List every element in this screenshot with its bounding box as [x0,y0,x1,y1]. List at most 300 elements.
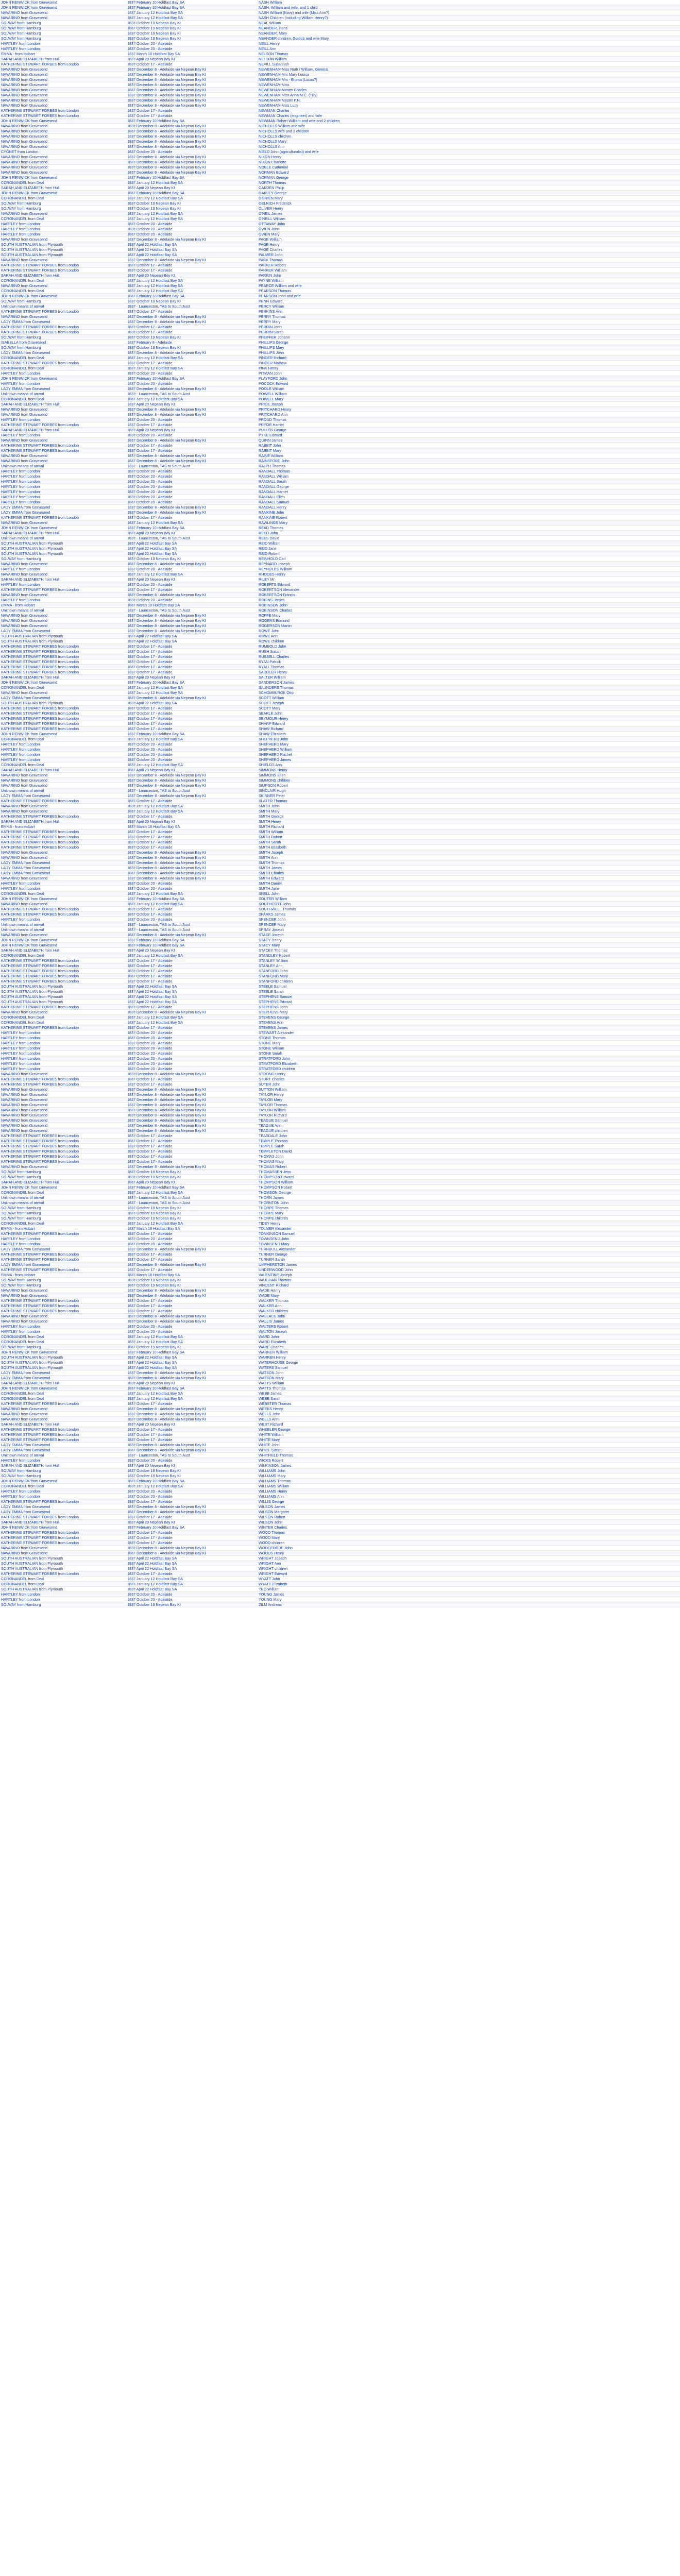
passenger-name-cell: NEILL Ann [258,46,680,52]
ship-cell: CORONANDEL from Deal [0,1577,126,1582]
ship-cell: SARAH AND ELIZABETH from Hull [0,1520,126,1525]
ship-cell: HARTLEY from London [0,1329,126,1334]
ship-cell: KATHERINE STEWART FORBES from London [0,1257,126,1262]
arrival-cell: 1837 October 17 - Adelaide [126,361,258,366]
ship-cell: KATHERINE STEWART FORBES from London [0,1005,126,1010]
ship-cell: NAVARINO from Gravesend [0,1010,126,1015]
table-row [0,1520,680,1525]
arrival-cell: 1837 October 17 - Adelaide [126,907,258,912]
arrival-cell: 1837 October 20 - Adelaide [126,227,258,232]
table-row [0,118,680,124]
passenger-name-cell: STEVENS James [258,1025,680,1030]
ship-cell: HARTLEY from London [0,479,126,484]
ship-cell: HARTLEY from London [0,1324,126,1329]
table-row [0,392,680,397]
table-row [0,1097,680,1103]
passenger-name-cell: WALTERS Robert [258,1324,680,1329]
arrival-cell: 1837 March 18 Holdfast Bay SA [126,824,258,829]
ship-cell: Unknown means of arrival [0,464,126,469]
ship-cell: KATHERINE STEWART FORBES from London [0,659,126,665]
ship-cell: NAVARINO from Gravesend [0,438,126,443]
arrival-cell: 1837 January 12 Holdfast Bay SA [126,1582,258,1587]
table-row [0,1144,680,1149]
table-row [0,510,680,515]
ship-cell: JOHN RENWICK from Gravesend [0,938,126,943]
arrival-cell: 1837 December 8 - Adelaide via Nepean Bay KI [126,1108,258,1113]
arrival-cell: 1837 March 18 Holdfast Bay SA [126,1226,258,1231]
table-row [0,1324,680,1329]
passenger-name-cell: THOMPSON William [258,1180,680,1185]
passenger-name-cell: TEMPLETON David [258,1149,680,1154]
table-row [0,242,680,247]
passenger-name-cell: PITMAN John [258,371,680,376]
ship-cell: KATHERINE STEWART FORBES from London [0,1432,126,1437]
table-row [0,453,680,459]
table-row [0,757,680,762]
passenger-name-cell: SMITH Thomas [258,860,680,866]
passenger-name-cell: PLAYFORD John [258,376,680,381]
arrival-cell: 1837 October 17 - Adelaide [126,958,258,963]
passenger-name-cell: TOMKINSON Samuel [258,1231,680,1236]
arrival-cell: 1837 December 8 - Adelaide via Nepean Bay KI [126,510,258,515]
arrival-cell: 1837 - Launceston, TAS to South Aust [126,304,258,309]
passenger-name-cell: STACE Joseph [258,933,680,938]
passenger-name-cell: SMITH George [258,814,680,819]
ship-cell: LADY EMMA from Gravesend [0,866,126,871]
arrival-cell: 1837 December 8 - Adelaide via Nepean Bay KI [126,1113,258,1118]
table-row [0,541,680,546]
passenger-name-cell: SCOTT Joseph [258,701,680,706]
arrival-cell: 1837 October 19 Nepean Bay KI [126,299,258,304]
passenger-name-cell: VINCENT Richard [258,1283,680,1288]
passenger-name-cell: SCOTT Mary [258,706,680,711]
arrival-cell: 1837 December 8 - Adelaide via Nepean Bay KI [126,160,258,165]
ship-cell: NAVARINO from Gravesend [0,902,126,907]
ship-cell: JOHN RENWICK from Gravesend [0,1525,126,1530]
table-row [0,706,680,711]
arrival-cell: 1837 October 17 - Adelaide [126,443,258,448]
passenger-name-cell: WATERHOUSE George [258,1360,680,1365]
arrival-cell: 1837 December 8 - Adelaide via Nepean Bay KI [126,258,258,263]
table-row [0,1592,680,1597]
passenger-name-cell: STANFORD children [258,979,680,984]
passenger-name-cell: NEWMAN Robert William and wife and 2 children [258,118,680,124]
passenger-name-cell: PRITCHARD Ann [258,412,680,417]
arrival-cell: 1837 October 20 - Adelaide [126,495,258,500]
ship-cell: LADY EMMA from Gravesend [0,1376,126,1381]
arrival-cell: 1837 October 17 - Adelaide [126,726,258,732]
table-row [0,1489,680,1494]
ship-cell: NAVARINO from Gravesend [0,314,126,319]
arrival-cell: 1837 April 20 Nepean Bay KI [126,1422,258,1427]
ship-cell: Unknown means of arrival [0,304,126,309]
passenger-name-cell: REYNOLDS William [258,567,680,572]
ship-cell: CORONANDEL from Deal [0,1334,126,1340]
passenger-name-cell: WARREN Henry [258,1355,680,1360]
ship-cell: KATHERINE STEWART FORBES from London [0,330,126,335]
passenger-name-cell: TEMPLE Sarah [258,1144,680,1149]
arrival-cell: 1837 January 12 Holdfast Bay SA [126,891,258,896]
arrival-cell: 1837 October 20 - Adelaide [126,479,258,484]
arrival-cell: 1837 December 8 - Adelaide via Nepean Bay KI [126,165,258,170]
arrival-cell: 1837 October 19 Nepean Bay KI [126,26,258,31]
ship-cell: KATHERINE STEWART FORBES from London [0,443,126,448]
ship-cell: KATHERINE STEWART FORBES from London [0,654,126,659]
ship-cell: KATHERINE STEWART FORBES from London [0,963,126,969]
ship-cell: SARAH AND ELIZABETH from Hull [0,675,126,680]
arrival-cell: 1837 January 12 Holdfast Bay SA [126,902,258,907]
passenger-name-cell: WEBB James [258,1391,680,1396]
table-row [0,804,680,809]
table-row [0,381,680,386]
ship-cell: NAVARINO from Gravesend [0,144,126,149]
passenger-name-cell: STONE Sarah [258,1051,680,1056]
passenger-name-cell: NELSON Thomas [258,52,680,57]
table-row [0,567,680,572]
arrival-cell: 1837 October 17 - Adelaide [126,1257,258,1262]
arrival-cell: 1837 April 22 Holdfast Bay SA [126,1561,258,1566]
ship-cell: LADY EMMA from Gravesend [0,1262,126,1267]
table-row [0,1118,680,1123]
ship-cell: CORONANDEL from Deal [0,1484,126,1489]
passenger-name-cell: SEARLE John [258,711,680,716]
table-row [0,386,680,392]
table-row [0,283,680,289]
arrival-cell: 1837 February 8 - Adelaide [126,340,258,345]
ship-cell: SOUTH AUSTRALIAN from Plymouth [0,242,126,247]
table-row [0,325,680,330]
arrival-cell: 1837 October 20 - Adelaide [126,46,258,52]
passenger-name-cell: WHITE John [258,1443,680,1448]
ship-cell: NAVARINO from Gravesend [0,129,126,134]
arrival-cell: 1837 December 8 - Adelaide via Nepean Bay KI [126,1443,258,1448]
arrival-cell: 1837 October 17 - Adelaide [126,309,258,314]
ship-cell: JOHN RENWICK from Gravesend [0,896,126,902]
ship-cell: KATHERINE STEWART FORBES from London [0,706,126,711]
arrival-cell: 1837 December 8 - Adelaide via Nepean Bay KI [126,629,258,634]
ship-cell: LADY EMMA from Gravesend [0,871,126,876]
arrival-cell: 1837 January 12 Holdfast Bay SA [126,289,258,294]
table-row [0,1401,680,1406]
passenger-name-cell: YOUNG James [258,1592,680,1597]
arrival-cell: 1837 February 10 Holdfast Bay SA [126,5,258,10]
table-row [0,1303,680,1309]
ship-cell: HARTLEY from London [0,474,126,479]
passenger-name-cell: WADE Henry [258,1288,680,1293]
ship-cell: NAVARINO from Gravesend [0,412,126,417]
table-row [0,1082,680,1087]
passenger-name-cell: WALKER Ann [258,1303,680,1309]
arrival-cell: 1837 October 17 - Adelaide [126,1144,258,1149]
table-row [0,1314,680,1319]
passenger-name-cell: VALENTINE Joseph [258,1273,680,1278]
table-row [0,891,680,896]
ship-cell: KATHERINE STEWART FORBES from London [0,1267,126,1273]
ship-cell: NAVARINO from Gravesend [0,98,126,103]
passenger-name-cell: NEVILL Susannah [258,62,680,67]
ship-cell: SOLWAY from Hamburg [0,206,126,211]
ship-cell: KATHERINE STEWART FORBES from London [0,325,126,330]
arrival-cell: 1837 October 20 - Adelaide [126,41,258,46]
ship-cell: KATHERINE STEWART FORBES from London [0,62,126,67]
arrival-cell: 1837 January 12 Holdfast Bay SA [126,685,258,690]
table-row [0,974,680,979]
passenger-name-cell: PERCY William [258,304,680,309]
arrival-cell: 1837 October 19 Nepean Bay KI [126,31,258,36]
passenger-name-cell: WEEKS Henry [258,1406,680,1412]
table-row [0,505,680,510]
ship-cell: KATHERINE STEWART FORBES from London [0,721,126,726]
arrival-cell: 1837 December 8 - Adelaide via Nepean Bay KI [126,459,258,464]
arrival-cell: 1837 April 20 Nepean Bay KI [126,675,258,680]
arrival-cell: 1837 October 19 Nepean Bay KI [126,556,258,562]
ship-cell: JOHN RENWICK from Gravesend [0,943,126,948]
arrival-cell: 1837 October 20 - Adelaide [126,752,258,757]
table-row [0,1427,680,1432]
table-row [0,1437,680,1443]
table-row [0,1252,680,1257]
passenger-name-cell: PHILLIPS Mary [258,345,680,350]
table-row [0,1149,680,1154]
table-row [0,690,680,696]
ship-cell: SOLWAY from Hamburg [0,31,126,36]
table-row [0,165,680,170]
passenger-name-cell: PARKIN John [258,273,680,278]
ship-cell: NAVARINO from Gravesend [0,283,126,289]
passenger-name-cell: STEPHENS Edward [258,999,680,1005]
ship-cell: HARTLEY from London [0,1051,126,1056]
arrival-cell: 1837 October 20 - Adelaide [126,886,258,891]
passenger-name-cell: SANDERSON James [258,680,680,685]
table-row [0,526,680,531]
ship-cell: JOHN RENWICK from Gravesend [0,5,126,10]
arrival-cell: 1837 October 17 - Adelaide [126,1267,258,1273]
passenger-name-cell: ROGERS Edmund [258,618,680,623]
table-row [0,670,680,675]
table-row [0,716,680,721]
passenger-name-cell: THOMSON George [258,1190,680,1195]
table-row [0,994,680,999]
arrival-cell: 1837 October 17 - Adelaide [126,1309,258,1314]
arrival-cell: 1837 October 17 - Adelaide [126,829,258,835]
table-row [0,587,680,592]
passenger-name-cell: OLIVER Henry [258,206,680,211]
ship-cell: NAVARINO from Gravesend [0,103,126,108]
passenger-name-cell: WILLIAMS William [258,1484,680,1489]
ship-cell: SOLWAY from Hamburg [0,1473,126,1479]
passenger-name-cell: SMITH Mary [258,809,680,814]
arrival-cell: 1837 December 8 - Adelaide via Nepean Bay KI [126,350,258,355]
table-row [0,15,680,21]
arrival-cell: 1837 October 17 - Adelaide [126,974,258,979]
ship-cell: SOLWAY from Hamburg [0,1170,126,1175]
arrival-cell: 1837 January 12 Holdfast Bay SA [126,1334,258,1340]
table-row [0,1597,680,1602]
ship-cell: NAVARINO from Gravesend [0,170,126,175]
ship-cell: KATHERINE STEWART FORBES from London [0,515,126,520]
passenger-name-cell: WILSON John [258,1520,680,1525]
table-row [0,1154,680,1159]
ship-cell: NAVARINO from Gravesend [0,1314,126,1319]
table-row [0,953,680,958]
ship-cell: SOUTH AUSTRALIAN from Plymouth [0,984,126,989]
passenger-name-cell: WATERS Samuel [258,1365,680,1370]
ship-cell: SARAH AND ELIZABETH from Hull [0,402,126,407]
table-row [0,299,680,304]
arrival-cell: 1837 - Launceston, TAS to South Aust [126,464,258,469]
arrival-cell: 1837 April 22 Holdfast Bay SA [126,701,258,706]
ship-cell: NAVARINO from Gravesend [0,1319,126,1324]
table-row [0,1195,680,1200]
passenger-name-cell: ROWE Ann [258,634,680,639]
table-row [0,412,680,417]
arrival-cell: 1837 October 17 - Adelaide [126,1530,258,1535]
table-row [0,999,680,1005]
passenger-name-cell: ROBINS James [258,598,680,603]
arrival-cell: 1837 October 17 - Adelaide [126,1252,258,1257]
table-row [0,618,680,623]
table-row [0,149,680,155]
arrival-cell: 1837 January 12 Holdfast Bay SA [126,1190,258,1195]
table-row [0,350,680,355]
ship-cell: SOUTH AUSTRALIAN from Plymouth [0,989,126,994]
ship-cell: NAVARINO from Gravesend [0,804,126,809]
table-row [0,21,680,26]
table-row [0,1108,680,1113]
passenger-name-cell: NEANDER, Mary [258,31,680,36]
ship-cell: NAVARINO from Gravesend [0,1123,126,1128]
table-row [0,659,680,665]
passenger-name-cell: ROBINSON John [258,603,680,608]
table-row [0,1072,680,1077]
passenger-name-cell: TAYLOR William [258,1108,680,1113]
table-row [0,793,680,799]
arrival-cell: 1837 January 12 Holdfast Bay SA [126,15,258,21]
passenger-name-cell: OTTAWAY John [258,222,680,227]
ship-cell: CORONANDEL from Deal [0,355,126,361]
passenger-name-cell: NASH William (Navy) and wife (Miss Ann?) [258,10,680,15]
passenger-name-cell: RABBIT John [258,443,680,448]
passenger-name-cell: RAINSFORD John [258,459,680,464]
ship-cell: SARAH AND ELIZABETH from Hull [0,1381,126,1386]
arrival-cell: 1837 October 20 - Adelaide [126,1061,258,1066]
arrival-cell: 1837 March 18 Holdfast Bay SA [126,1273,258,1278]
arrival-cell: 1837 April 20 Nepean Bay KI [126,768,258,773]
ship-cell: SARAH AND ELIZABETH from Hull [0,1463,126,1468]
table-row [0,680,680,685]
passenger-name-cell: STANFORD Mary [258,974,680,979]
passenger-name-cell: REID Robert [258,551,680,556]
arrival-cell: 1837 January 12 Holdfast Bay SA [126,804,258,809]
arrival-cell: 1837 April 20 Nepean Bay KI [126,1520,258,1525]
passenger-name-cell: STEVENS Ann [258,1020,680,1025]
passenger-name-cell: PINDER Richard [258,355,680,361]
arrival-cell: 1837 December 8 - Adelaide via Nepean Bay KI [126,77,258,82]
arrival-cell: 1837 October 17 - Adelaide [126,422,258,428]
passenger-name-cell: PENN Edward [258,299,680,304]
arrival-cell: 1837 December 8 - Adelaide via Nepean Bay KI [126,773,258,778]
passenger-name-cell: RYALL Thomas [258,665,680,670]
table-row [0,907,680,912]
passenger-name-cell: OWEN Mary [258,232,680,237]
passenger-name-cell: PRYOR Harriet [258,422,680,428]
ship-cell: NAVARINO from Gravesend [0,562,126,567]
passenger-name-cell: PROUD Thomas [258,417,680,422]
arrival-cell: 1837 October 20 - Adelaide [126,1597,258,1602]
ship-cell: JOHN RENWICK from Gravesend [0,118,126,124]
table-row [0,1061,680,1066]
arrival-cell: 1837 October 20 - Adelaide [126,433,258,438]
passenger-name-cell: REES David [258,536,680,541]
passenger-name-cell: WOOD children [258,1540,680,1546]
passenger-name-cell: SMITH Jane [258,886,680,891]
table-row [0,1417,680,1422]
arrival-cell: 1837 October 20 - Adelaide [126,1036,258,1041]
ship-cell: Unknown means of arrival [0,927,126,933]
passenger-name-cell: PYKE Edward [258,433,680,438]
ship-cell: KATHERINE STEWART FORBES from London [0,1252,126,1257]
arrival-cell: 1837 December 8 - Adelaide via Nepean Bay KI [126,618,258,623]
table-row [0,1577,680,1582]
table-row [0,933,680,938]
table-row [0,222,680,227]
table-row [0,726,680,732]
arrival-cell: 1837 April 20 Nepean Bay KI [126,428,258,433]
ship-cell: KATHERINE STEWART FORBES from London [0,711,126,716]
passenger-name-cell: TEAGUE Ann [258,1123,680,1128]
passenger-name-cell: NEWMAN Charles (engineer) and wife [258,113,680,118]
ship-cell: LADY EMMA from Gravesend [0,386,126,392]
table-row [0,1479,680,1484]
passenger-name-cell: POCOCK Edward [258,381,680,386]
passenger-name-cell: SHEPHERD John [258,737,680,742]
passenger-name-cell: REYNARD Joseph [258,562,680,567]
arrival-cell: 1837 January 12 Holdfast Bay SA [126,953,258,958]
table-row [0,247,680,252]
table-row [0,191,680,196]
passenger-name-cell: TEMPLE Thomas [258,1139,680,1144]
table-row [0,459,680,464]
arrival-cell: 1837 - Launceston, TAS to South Aust [126,536,258,541]
ship-cell: LADY EMMA from Gravesend [0,1448,126,1453]
table-row [0,922,680,927]
ship-cell: NAVARINO from Gravesend [0,82,126,88]
table-row [0,237,680,242]
ship-cell: SOUTH AUSTRALIAN from Plymouth [0,1566,126,1571]
arrival-cell: 1837 October 20 - Adelaide [126,500,258,505]
arrival-cell: 1837 April 22 Holdfast Bay SA [126,247,258,252]
table-row [0,989,680,994]
table-row [0,644,680,649]
passenger-name-cell: WILLIAMS Thomas [258,1479,680,1484]
passenger-name-cell: NEWENHAM Miss Anna M.C. (Tilly) [258,93,680,98]
arrival-cell: 1837 October 19 Nepean Bay KI [126,206,258,211]
passenger-name-cell: TIDEY Henry [258,1221,680,1226]
arrival-cell: 1837 October 17 - Adelaide [126,62,258,67]
arrival-cell: 1837 October 17 - Adelaide [126,665,258,670]
passenger-name-cell: TOWNSEND John [258,1236,680,1242]
passenger-name-cell: SMITH William [258,829,680,835]
arrival-cell: 1837 October 17 - Adelaide [126,1432,258,1437]
passenger-name-cell: SHIELDS Ann [258,762,680,768]
table-row [0,819,680,824]
arrival-cell: 1837 October 20 - Adelaide [126,1458,258,1463]
passenger-name-cell: WICKS Robert [258,1458,680,1463]
ship-cell: KATHERINE STEWART FORBES from London [0,1427,126,1432]
passenger-name-cell: RANDALL Samuel [258,500,680,505]
ship-cell: HARTLEY from London [0,752,126,757]
ship-cell: NAVARINO from Gravesend [0,623,126,629]
